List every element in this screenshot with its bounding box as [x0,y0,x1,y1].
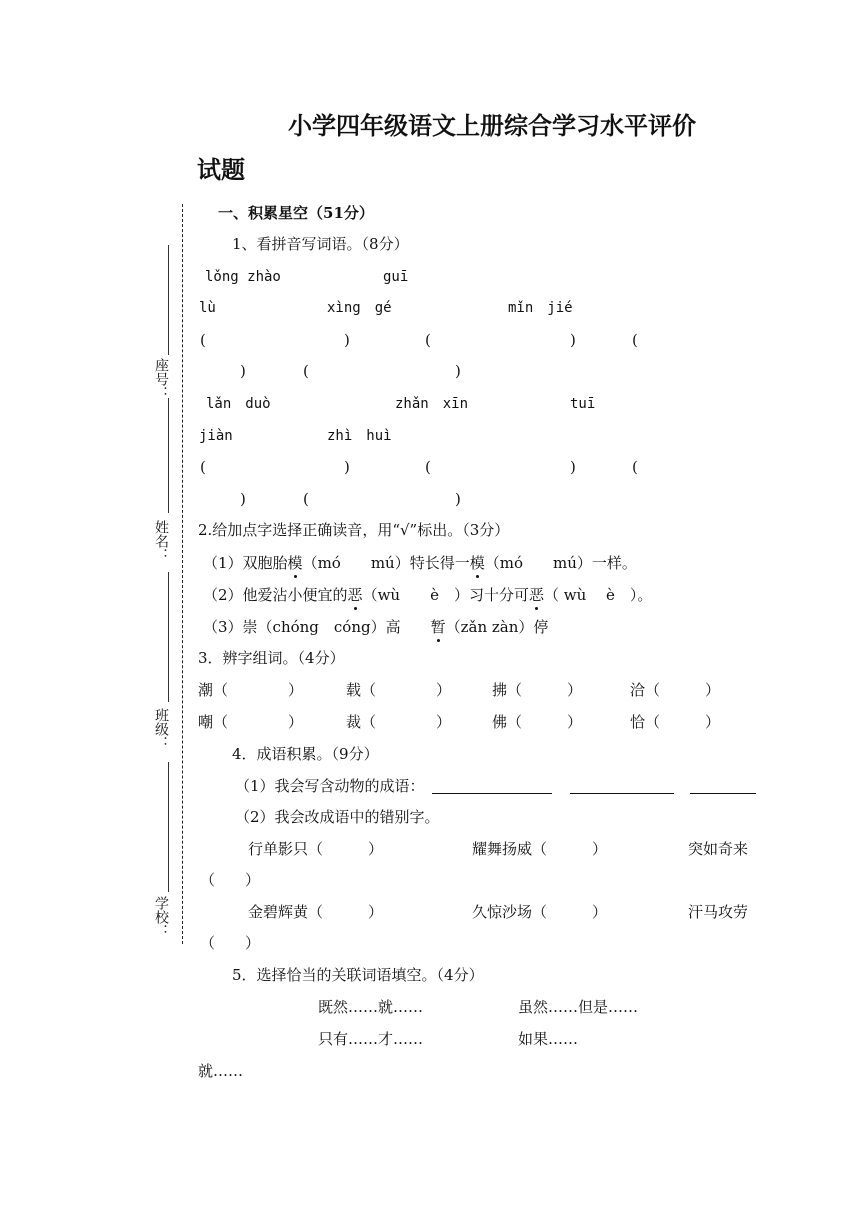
idiom-tail: （ ） [200,934,261,952]
q2-line-3: （3）崇（chóng cóng）高 暂（zǎn zàn）停 [203,618,549,636]
name-label: 姓名： [153,520,169,562]
answer-bracket: ( [303,362,309,380]
page-title-line2: 试题 [197,156,245,184]
idiom-item: 汗马攻劳 [688,903,749,921]
pinyin: zhì huì [327,428,392,444]
word-item: 裁（ ） [346,713,452,731]
answer-blank [690,793,756,794]
answer-bracket: ( [200,331,206,349]
name-underline [168,398,169,513]
answer-bracket: ) [455,362,461,380]
conjunction-option: 如果…… [518,1030,579,1048]
q1-title: 1、看拼音写词语。（8分） [232,235,409,253]
word-item: 佛（ ） [492,713,583,731]
word-item: 拂（ ） [492,681,583,699]
answer-bracket: ( [632,331,638,349]
answer-bracket: ( [425,458,431,476]
pinyin: guī [383,269,409,285]
seat-label: 座号： [153,358,169,400]
word-item: 嘲（ ） [198,713,304,731]
dotted-char: 暂 [430,618,446,636]
q4-part2: （2）我会改成语中的错别字。 [235,808,440,826]
dotted-char: 恶 [528,586,544,604]
answer-bracket: ) [240,362,246,380]
answer-bracket: ( [632,458,638,476]
conjunction-tail: 就…… [198,1062,244,1080]
word-item: 洽（ ） [630,681,721,699]
word-item: 潮（ ） [198,681,304,699]
answer-bracket: ) [344,331,350,349]
answer-bracket: ( [303,490,309,508]
answer-bracket: ) [344,458,350,476]
class-underline [168,572,169,702]
pinyin: jiàn [199,428,233,444]
page-title-line1: 小学四年级语文上册综合学习水平评价 [288,112,696,140]
pinyin: zhǎn xīn [395,396,469,412]
idiom-item: 突如奇来 [688,840,749,858]
conjunction-option: 虽然……但是…… [518,998,639,1016]
dotted-char: 模 [469,554,485,572]
idiom-item: 久惊沙场（ ） [472,903,608,921]
pinyin: lù [199,300,216,316]
q2-title: 2.给加点字选择正确读音，用“√”标出。（3分） [198,521,510,539]
dotted-char: 恶 [347,586,363,604]
word-item: 载（ ） [346,681,452,699]
answer-blank [432,793,552,794]
section-heading: 一、积累星空（51分） [218,204,374,222]
idiom-tail: （ ） [200,871,261,889]
pinyin: xìng gé [327,300,392,316]
pinyin: mǐn jié [508,300,573,316]
idiom-item: 金碧辉黄（ ） [248,903,384,921]
school-label: 学校： [153,896,169,938]
q2-line-1: （1）双胞胎模（mó mú）特长得一模（mó mú）一样。 [203,554,637,572]
q5-title: 5．选择恰当的关联词语填空。（4分） [232,966,484,984]
answer-bracket: ( [425,331,431,349]
answer-bracket: ) [570,458,576,476]
pinyin: lǒng zhào [205,269,281,285]
answer-bracket: ) [240,490,246,508]
q4-title: 4．成语积累。（9分） [232,745,379,763]
binding-dashed-line [182,204,183,944]
idiom-item: 耀舞扬威（ ） [472,840,608,858]
q4-part1: （1）我会写含动物的成语： [235,777,425,795]
class-label: 班级： [153,708,169,750]
answer-bracket: ) [455,490,461,508]
idiom-item: 行单影只（ ） [248,840,384,858]
pinyin: lǎn duò [206,396,271,412]
dotted-char: 模 [287,554,303,572]
seat-underline [168,245,169,355]
conjunction-option: 只有……才…… [318,1030,424,1048]
answer-bracket: ) [570,331,576,349]
q3-title: 3．辨字组词。（4分） [198,649,345,667]
q2-line-2: （2）他爱沾小便宜的恶（wù è ）习十分可恶（ wù è ）。 [203,586,653,604]
pinyin: tuī [570,396,596,412]
word-item: 恰（ ） [630,713,721,731]
answer-blank [570,793,674,794]
conjunction-option: 既然……就…… [318,998,424,1016]
school-underline [168,762,169,892]
answer-bracket: ( [200,458,206,476]
